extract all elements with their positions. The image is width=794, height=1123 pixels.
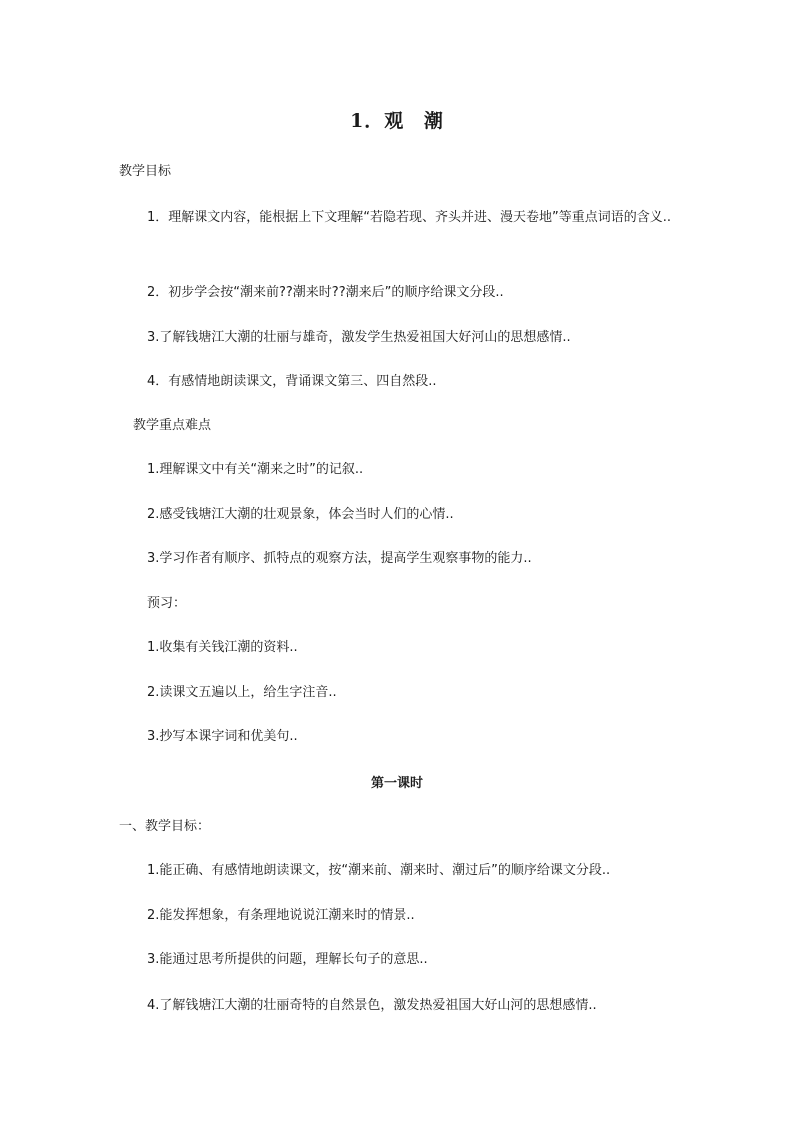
lesson-goals-heading: 一、教学目标： — [119, 819, 211, 834]
key-point-item-1: 1.理解课文中有关“潮来之时”的记叙.. — [147, 462, 364, 477]
goal-item-1: 1．理解课文内容，能根据上下文理解“若隐若现、齐头并进、漫天卷地”等重点词语的含义.. — [147, 210, 672, 225]
lesson-goal-item-1: 1.能正确、有感情地朗读课文，按“潮来前、潮来时、潮过后”的顺序给课文分段.. — [147, 863, 611, 878]
lesson-heading: 第一课时 — [370, 776, 423, 791]
goal-item-4: 4．有感情地朗读课文，背诵课文第三、四自然段.. — [147, 374, 437, 389]
preview-item-1: 1.收集有关钱江潮的资料.. — [147, 640, 298, 655]
lesson-goal-item-3: 3.能通过思考所提供的问题，理解长句子的意思.. — [147, 952, 428, 967]
section-heading-key-points: 教学重点难点 — [133, 418, 212, 433]
lesson-goal-item-4: 4.了解钱塘江大潮的壮丽奇特的自然景色，激发热爱祖国大好山河的思想感情.. — [147, 998, 597, 1013]
section-heading-teaching-goals: 教学目标 — [119, 164, 172, 179]
goal-item-3: 3.了解钱塘江大潮的壮丽与雄奇，激发学生热爱祖国大好河山的思想感情.. — [147, 330, 571, 345]
document-title: 1．观 潮 — [350, 110, 444, 132]
section-heading-preview: 预习： — [147, 596, 187, 611]
lesson-goal-item-2: 2.能发挥想象，有条理地说说江潮来时的情景.. — [147, 908, 415, 923]
goal-item-2: 2．初步学会按“潮来前??潮来时??潮来后”的顺序给课文分段.. — [147, 285, 504, 300]
key-point-item-3: 3.学习作者有顺序、抓特点的观察方法，提高学生观察事物的能力.. — [147, 551, 532, 566]
preview-item-3: 3.抄写本课字词和优美句.. — [147, 729, 298, 744]
preview-item-2: 2.读课文五遍以上，给生字注音.. — [147, 685, 337, 700]
key-point-item-2: 2.感受钱塘江大潮的壮观景象，体会当时人们的心情.. — [147, 507, 454, 522]
